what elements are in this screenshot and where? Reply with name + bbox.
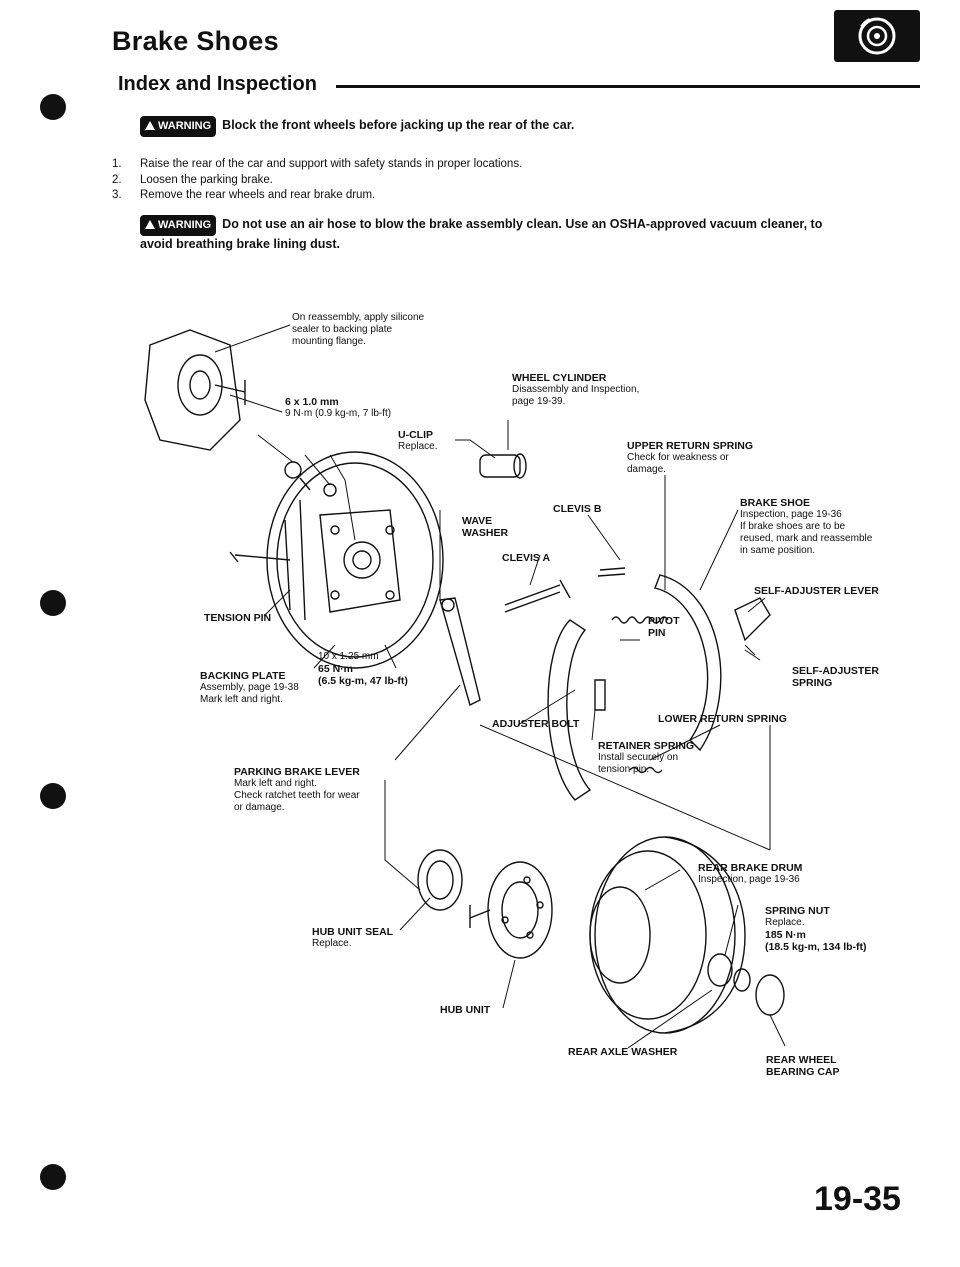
label-adjuster-bolt: ADJUSTER BOLT (492, 718, 580, 730)
label-pivot-pin: PIVOT PIN (648, 615, 680, 639)
parking-brake-lever-drawing (440, 598, 480, 705)
label-spring-nut: SPRING NUT Replace. 185 N·m (18.5 kg-m, 134 lb-ft) (765, 905, 867, 953)
clevis-drawing (598, 568, 625, 576)
leader-lines (215, 325, 785, 1048)
label-rear-brake-drum: REAR BRAKE DRUM Inspection, page 19-36 (698, 862, 803, 885)
step-item: 3. Remove the rear wheels and rear brake drum. (112, 189, 376, 201)
bearing-cap-drawing (756, 975, 784, 1015)
step-item: 2. Loosen the parking brake. (112, 173, 273, 186)
label-hub-unit-seal: HUB UNIT SEAL Replace. (312, 926, 394, 949)
label-clevis-b: CLEVIS B (553, 503, 602, 515)
label-wheel-cylinder: WHEEL CYLINDER Disassembly and Inspection, page 19-39. (512, 372, 640, 407)
label-clevis-a: CLEVIS A (502, 552, 551, 564)
warning-text: Do not use an air hose to blow the brake assembly clean. Use an OSHA-approved vacuum cleaner, to (222, 217, 823, 231)
label-self-adjuster-lever: SELF-ADJUSTER LEVER (754, 585, 879, 597)
section-subtitle: Index and Inspection (118, 73, 317, 95)
label-hub-unit: HUB UNIT (440, 1004, 491, 1016)
page-number: 19-35 (814, 1180, 901, 1218)
self-adjuster-lever-drawing (735, 598, 770, 640)
label-sealer-note: On reassembly, apply silicone sealer to backing plate mounting flange. (292, 312, 425, 347)
backing-plate-drawing (267, 452, 443, 668)
label-rear-axle-washer: REAR AXLE WASHER (568, 1046, 678, 1058)
page-title: Brake Shoes (112, 26, 279, 56)
label-parking-brake-lever: PARKING BRAKE LEVER Mark left and right. Check ratchet teeth for wear or damage. (234, 766, 360, 813)
brake-shoe-left-drawing (548, 620, 590, 800)
warning-text: Block the front wheels before jacking up the rear of the car. (222, 118, 575, 132)
label-rear-wheel-bearing-cap: REAR WHEEL BEARING CAP (766, 1054, 840, 1078)
hub-unit-drawing (470, 862, 552, 958)
retainer-spring-drawing (595, 680, 605, 710)
adjuster-bolt-drawing (505, 580, 570, 612)
warning-badge: WARNING (140, 215, 216, 236)
label-self-adjuster-spring: SELF-ADJUSTER SPRING (792, 665, 879, 689)
step-item: 1. Raise the rear of the car and support with safety stands in proper locations. (112, 158, 523, 170)
label-backing-plate: BACKING PLATE Assembly, page 19-38 Mark left and right. (200, 670, 299, 705)
label-brake-shoe: BRAKE SHOE Inspection, page 19-36 If brake shoes are to be reused, mark and reassemble in same position. (740, 497, 873, 556)
label-u-clip: U-CLIP Replace. (398, 429, 438, 452)
axle-washer-drawing (708, 954, 732, 986)
u-clip-drawing (285, 462, 301, 478)
hub-unit-seal-drawing (418, 850, 462, 910)
warning-badge: WARNING (140, 116, 216, 137)
label-retainer-spring: RETAINER SPRING Install securely on tension pin. (598, 740, 695, 775)
label-lower-return-spring: LOWER RETURN SPRING (658, 713, 787, 725)
label-wave-washer: WAVE WASHER (462, 515, 509, 539)
label-upper-return-spring: UPPER RETURN SPRING Check for weakness or damage. (627, 440, 754, 475)
label-bolt-6mm: 6 x 1.0 mm 9 N·m (0.9 kg-m, 7 lb-ft) (285, 396, 392, 419)
warning-text-cont: avoid breathing brake lining dust. (140, 237, 341, 251)
spindle-knuckle-drawing (145, 330, 245, 450)
tension-pin-drawing (230, 552, 290, 562)
wheel-cylinder-drawing (480, 454, 526, 478)
label-bolt-10mm: 10 x 1.25 mm 65 N·m (6.5 kg-m, 47 lb-ft) (318, 651, 408, 687)
label-tension-pin: TENSION PIN (204, 612, 272, 624)
